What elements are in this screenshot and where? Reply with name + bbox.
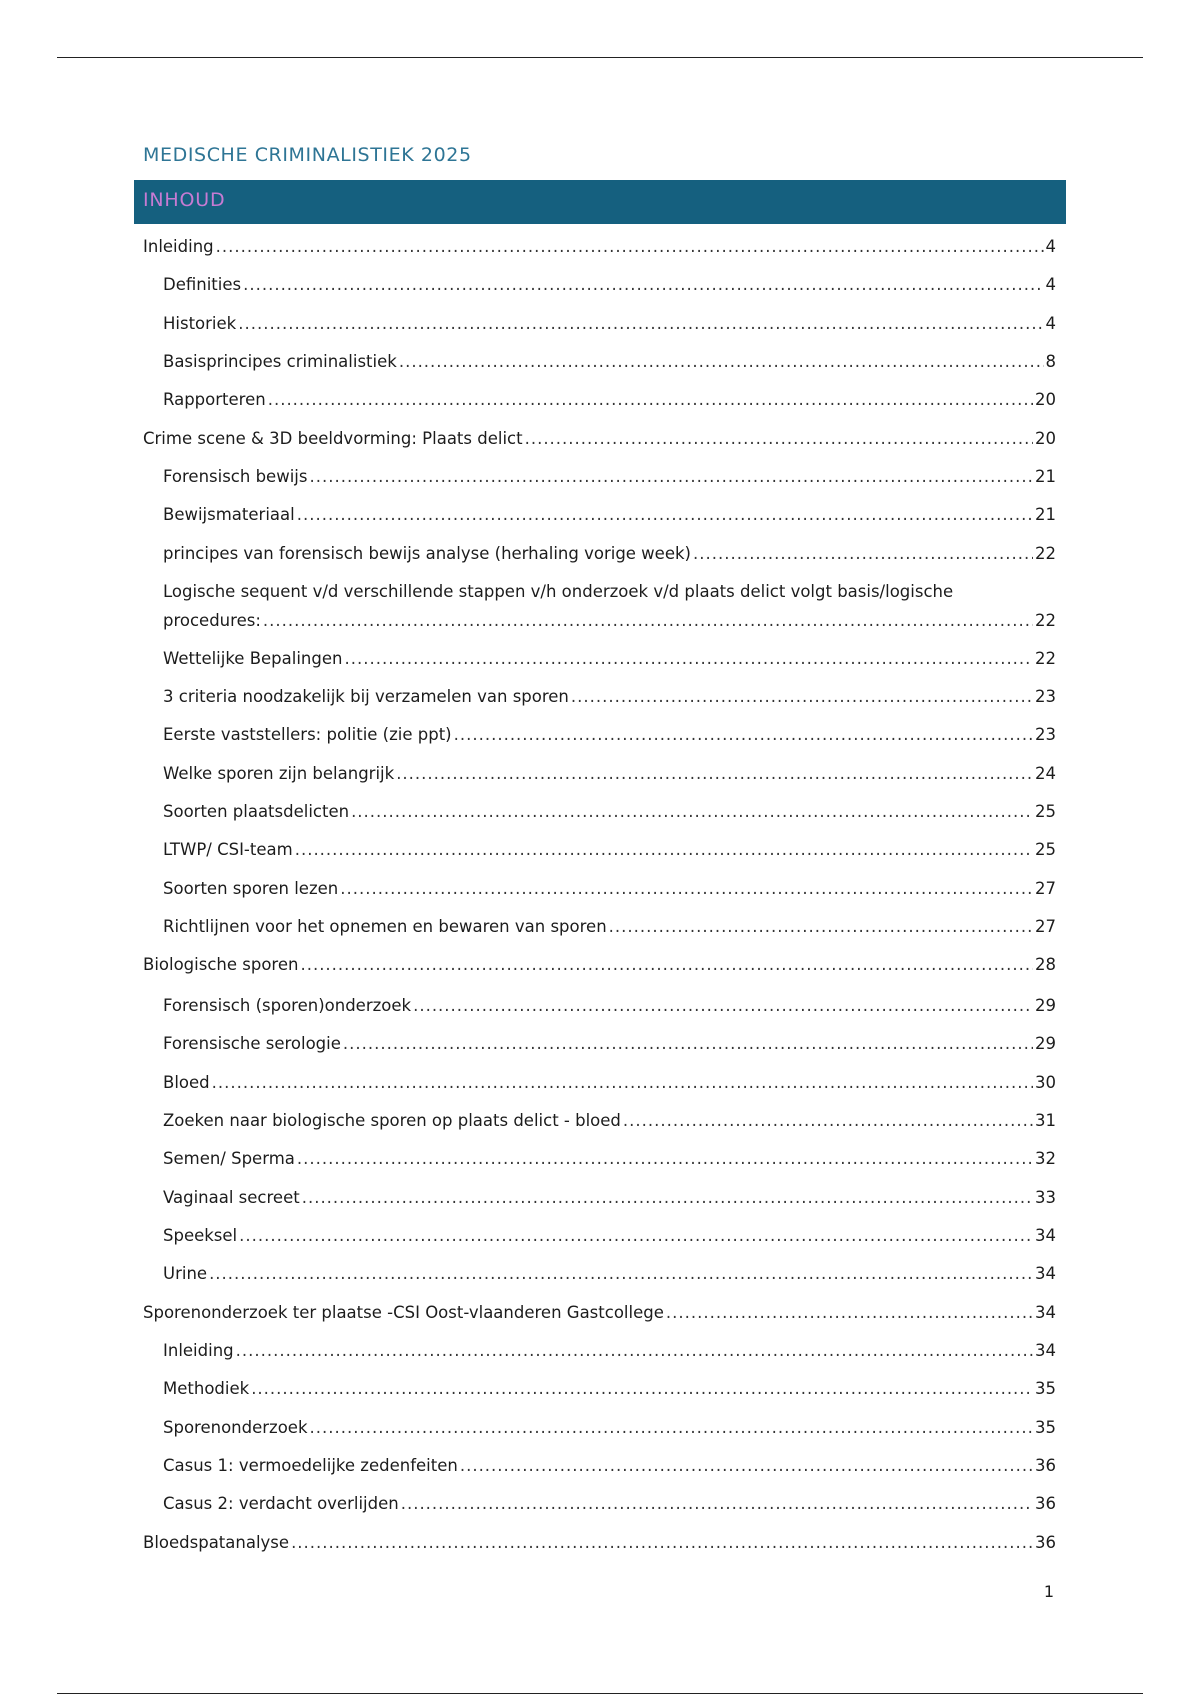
toc-entry[interactable] (163, 539, 1056, 568)
toc-dot-leader (263, 606, 1033, 635)
toc-dot-leader (460, 1451, 1033, 1480)
toc-entry-page: 4 (1045, 237, 1056, 256)
toc-entry[interactable] (163, 462, 1056, 491)
toc-dot-leader (310, 1413, 1034, 1442)
toc-entry-page: 25 (1035, 840, 1056, 859)
toc-entry-label: Forensische serologie (163, 1034, 341, 1053)
toc-entry-label: Crime scene & 3D beeldvorming: Plaats delict (143, 429, 523, 448)
toc-entry-page: 29 (1035, 1034, 1056, 1053)
toc-entry-label: Methodiek (163, 1379, 250, 1398)
toc-entry-label: Bloed (163, 1073, 210, 1092)
toc-entry-label-continued: procedures: (163, 611, 261, 630)
toc-entry-page: 24 (1035, 764, 1056, 783)
toc-dot-leader (571, 682, 1033, 711)
toc-dot-leader (344, 644, 1033, 673)
toc-entry[interactable] (163, 1029, 1056, 1058)
toc-entry[interactable] (163, 577, 1056, 635)
toc-entry[interactable] (143, 950, 1056, 979)
document-title: MEDISCHE CRIMINALISTIEK 2025 (143, 144, 472, 166)
toc-entry-label: LTWP/ CSI-team (163, 840, 293, 859)
toc-entry[interactable] (163, 1106, 1056, 1135)
toc-entry[interactable] (163, 1068, 1056, 1097)
toc-entry[interactable] (163, 1259, 1056, 1288)
toc-entry-label: Inleiding (163, 1341, 234, 1360)
toc-entry-label: Eerste vaststellers: politie (zie ppt) (163, 725, 452, 744)
toc-entry[interactable] (163, 759, 1056, 788)
footer-rule (57, 1693, 1143, 1694)
toc-dot-leader (291, 1528, 1033, 1557)
toc-entry-page: 35 (1035, 1418, 1056, 1437)
toc-entry-label: Sporenonderzoek ter plaatse -CSI Oost-vlaanderen Gastcollege (143, 1303, 664, 1322)
toc-entry-page: 25 (1035, 802, 1056, 821)
toc-entry-page: 21 (1035, 505, 1056, 524)
toc-entry-label: Logische sequent v/d verschillende stappen v/h onderzoek v/d plaats delict volgt basis/logische (163, 582, 954, 601)
toc-entry-label: 3 criteria noodzakelijk bij verzamelen van sporen (163, 687, 569, 706)
toc-dot-leader (454, 720, 1033, 749)
toc-entry-page: 22 (1035, 611, 1056, 630)
toc-entry[interactable] (163, 835, 1056, 864)
toc-entry[interactable] (163, 797, 1056, 826)
toc-dot-leader (693, 539, 1033, 568)
toc-dot-leader (340, 874, 1033, 903)
toc-dot-leader (243, 270, 1043, 299)
toc-dot-leader (623, 1106, 1033, 1135)
toc-dot-leader (396, 759, 1033, 788)
toc-entry-label: Biologische sporen (143, 955, 299, 974)
toc-dot-leader (609, 912, 1033, 941)
toc-entry-label: Soorten sporen lezen (163, 879, 339, 898)
toc-heading: INHOUD (143, 189, 226, 211)
toc-entry-page: 36 (1035, 1456, 1056, 1475)
toc-entry-label: Urine (163, 1264, 208, 1283)
toc-entry-label: Basisprincipes criminalistiek (163, 352, 397, 371)
toc-dot-leader (351, 797, 1033, 826)
toc-dot-leader (413, 991, 1033, 1020)
toc-entry[interactable] (143, 1528, 1056, 1557)
toc-entry-page: 4 (1045, 314, 1056, 333)
toc-entry[interactable] (163, 874, 1056, 903)
toc-entry-page: 33 (1035, 1188, 1056, 1207)
toc-entry-page: 29 (1035, 996, 1056, 1015)
toc-entry-label: Historiek (163, 314, 237, 333)
toc-entry-page: 22 (1035, 649, 1056, 668)
toc-entry[interactable] (163, 991, 1056, 1020)
toc-entry-page: 34 (1035, 1226, 1056, 1245)
toc-entry-page: 20 (1035, 390, 1056, 409)
toc-entry-page: 23 (1035, 725, 1056, 744)
toc-entry[interactable] (163, 1183, 1056, 1212)
toc-entry-page: 28 (1035, 955, 1056, 974)
toc-entry-label: Definities (163, 275, 242, 294)
toc-dot-leader (268, 385, 1033, 414)
toc-entry-page: 4 (1045, 275, 1056, 294)
toc-entry-page: 8 (1045, 352, 1056, 371)
toc-entry-label: Richtlijnen voor het opnemen en bewaren van sporen (163, 917, 607, 936)
toc-entry-label: Casus 2: verdacht overlijden (163, 1494, 399, 1513)
toc-dot-leader (343, 1029, 1033, 1058)
toc-entry[interactable] (163, 1451, 1056, 1480)
toc-entry-page: 35 (1035, 1379, 1056, 1398)
toc-dot-leader (525, 424, 1033, 453)
toc-entry-label: Zoeken naar biologische sporen op plaats delict - bloed (163, 1111, 621, 1130)
toc-entry[interactable] (163, 1221, 1056, 1250)
toc-entry-page: 34 (1035, 1341, 1056, 1360)
toc-entry[interactable] (143, 1298, 1056, 1327)
toc-entry[interactable] (163, 1413, 1056, 1442)
toc-entry-label: Casus 1: vermoedelijke zedenfeiten (163, 1456, 458, 1475)
toc-entry-page: 34 (1035, 1303, 1056, 1322)
toc-entry[interactable] (163, 385, 1056, 414)
toc-entry-label: Bloedspatanalyse (143, 1533, 290, 1552)
toc-entry-page: 22 (1035, 544, 1056, 563)
toc-entry-label: Soorten plaatsdelicten (163, 802, 350, 821)
toc-entry-page: 31 (1035, 1111, 1056, 1130)
toc-dot-leader (238, 309, 1043, 338)
toc-entry[interactable] (163, 720, 1056, 749)
toc-entry-page: 32 (1035, 1149, 1056, 1168)
toc-entry-page: 27 (1035, 917, 1056, 936)
toc-entry-page: 23 (1035, 687, 1056, 706)
toc-entry-label: Sporenonderzoek (163, 1418, 308, 1437)
toc-dot-leader (300, 950, 1033, 979)
toc-entry-label: principes van forensisch bewijs analyse (herhaling vorige week) (163, 544, 691, 563)
toc-entry[interactable] (143, 424, 1056, 453)
toc-dot-leader (302, 1183, 1033, 1212)
toc-entry-label: Bewijsmateriaal (163, 505, 295, 524)
toc-entry-page: 34 (1035, 1264, 1056, 1283)
toc-entry[interactable] (163, 309, 1056, 338)
toc-dot-leader (236, 1336, 1033, 1365)
toc-entry-label: Speeksel (163, 1226, 238, 1245)
toc-entry-label: Welke sporen zijn belangrijk (163, 764, 395, 783)
toc-dot-leader (251, 1374, 1033, 1403)
toc-dot-leader (666, 1298, 1033, 1327)
toc-entry-label: Forensisch bewijs (163, 467, 308, 486)
toc-dot-leader (295, 835, 1033, 864)
toc-entry-label: Forensisch (sporen)onderzoek (163, 996, 412, 1015)
toc-entry[interactable] (163, 644, 1056, 673)
toc-entry[interactable] (163, 1374, 1056, 1403)
toc-entry-label: Semen/ Sperma (163, 1149, 295, 1168)
toc-entry[interactable] (163, 270, 1056, 299)
toc-entry[interactable] (163, 1144, 1056, 1173)
toc-entry[interactable] (163, 1336, 1056, 1365)
toc-dot-leader (209, 1259, 1033, 1288)
toc-entry-page: 36 (1035, 1533, 1056, 1552)
toc-dot-leader (297, 1144, 1033, 1173)
toc-entry-page: 27 (1035, 879, 1056, 898)
toc-dot-leader (216, 232, 1044, 261)
toc-entry-label: Wettelijke Bepalingen (163, 649, 343, 668)
toc-entry[interactable] (163, 682, 1056, 711)
toc-entry[interactable] (163, 347, 1056, 376)
toc-dot-leader (239, 1221, 1033, 1250)
toc-dot-leader (212, 1068, 1033, 1097)
toc-entry-page: 30 (1035, 1073, 1056, 1092)
toc-dot-leader (399, 347, 1044, 376)
toc-entry-page: 21 (1035, 467, 1056, 486)
toc-entry-page: 36 (1035, 1494, 1056, 1513)
toc-entry[interactable] (163, 500, 1056, 529)
page-number: 1 (1043, 1582, 1054, 1601)
toc-dot-leader (297, 500, 1033, 529)
toc-entry-page: 20 (1035, 429, 1056, 448)
toc-entry[interactable] (163, 912, 1056, 941)
toc-entry-label: Rapporteren (163, 390, 266, 409)
toc-dot-leader (401, 1489, 1033, 1518)
toc-entry-label: Vaginaal secreet (163, 1188, 300, 1207)
toc-entry-label: Inleiding (143, 237, 214, 256)
toc-entry[interactable] (143, 232, 1056, 261)
toc-entry[interactable] (163, 1489, 1056, 1518)
toc-dot-leader (309, 462, 1033, 491)
